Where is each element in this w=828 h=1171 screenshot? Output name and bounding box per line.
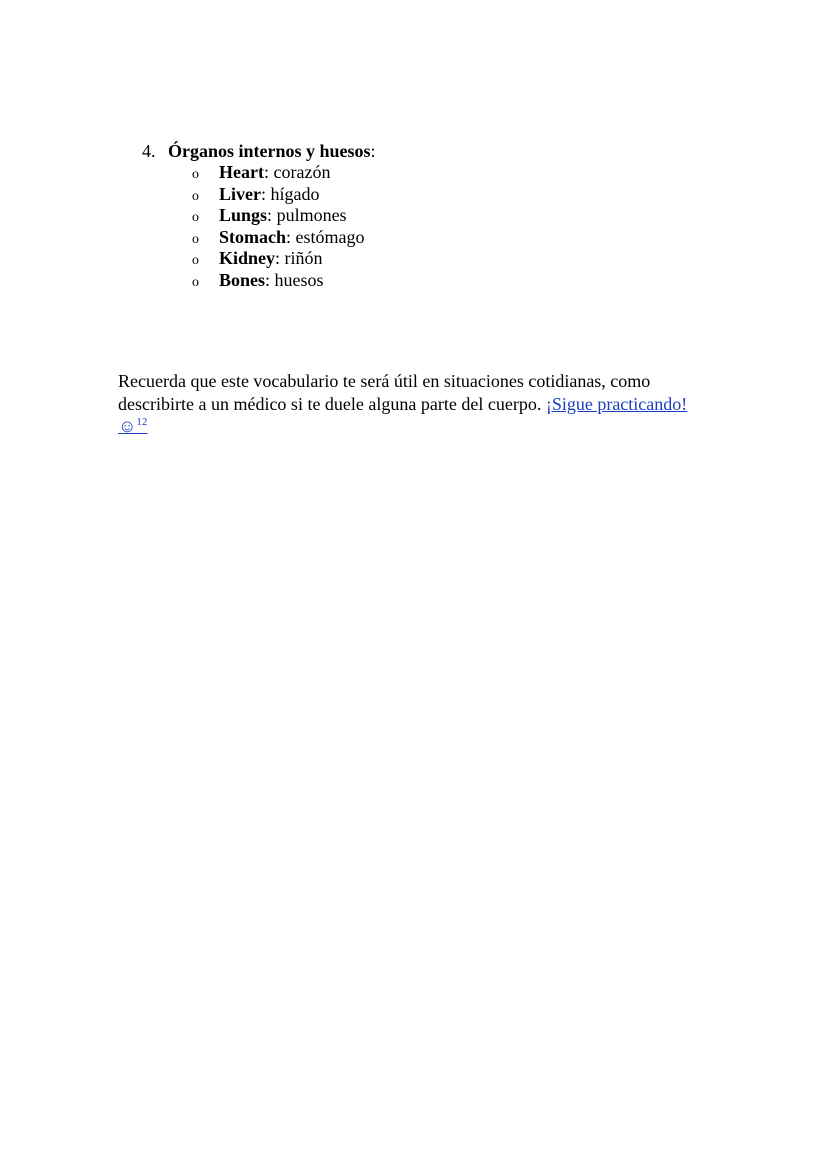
bullet-icon: o (192, 188, 199, 204)
translation: pulmones (276, 205, 347, 226)
bullet-icon: o (192, 231, 199, 247)
term: Bones (219, 269, 266, 290)
list-item (192, 162, 692, 184)
translation: riñón (284, 248, 323, 269)
list-item (192, 184, 692, 206)
bullet-icon: o (192, 274, 199, 290)
list-item (192, 227, 692, 249)
section-title: Órganos internos y huesos (168, 141, 371, 161)
translation: huesos (274, 269, 324, 290)
bullet-icon: o (192, 210, 199, 226)
term: Kidney (219, 248, 276, 269)
translation: corazón (273, 162, 331, 182)
vocabulary-list (192, 162, 692, 292)
term: Lungs (219, 205, 268, 226)
list-item (192, 205, 692, 227)
translation: hígado (270, 183, 320, 204)
separator: : (275, 248, 285, 269)
list-item (192, 248, 692, 270)
closing-paragraph (118, 370, 688, 438)
closing-text: Recuerda que este vocabulario te será útil en situaciones cotidianas, como describirte a un médico si te duele alguna parte del cuerpo. (118, 371, 651, 414)
separator: : (267, 205, 277, 226)
bullet-icon: o (192, 167, 199, 182)
separator: : (265, 269, 275, 290)
translation: estómago (295, 226, 365, 247)
term: Liver (219, 183, 261, 204)
separator: : (286, 226, 296, 247)
section-title-colon: : (370, 141, 376, 161)
bullet-icon: o (192, 253, 199, 269)
separator: : (263, 162, 274, 182)
footnote-reference: 12 (136, 416, 148, 428)
section-number: 4. (142, 141, 156, 161)
term: Stomach (219, 226, 286, 247)
separator: : (261, 183, 271, 204)
section-heading (142, 141, 742, 163)
list-item (192, 270, 692, 292)
term: Heart (219, 162, 264, 182)
vocabulary-section (142, 141, 742, 290)
link-text: ¡Sigue practicando! ☺ (118, 393, 688, 436)
